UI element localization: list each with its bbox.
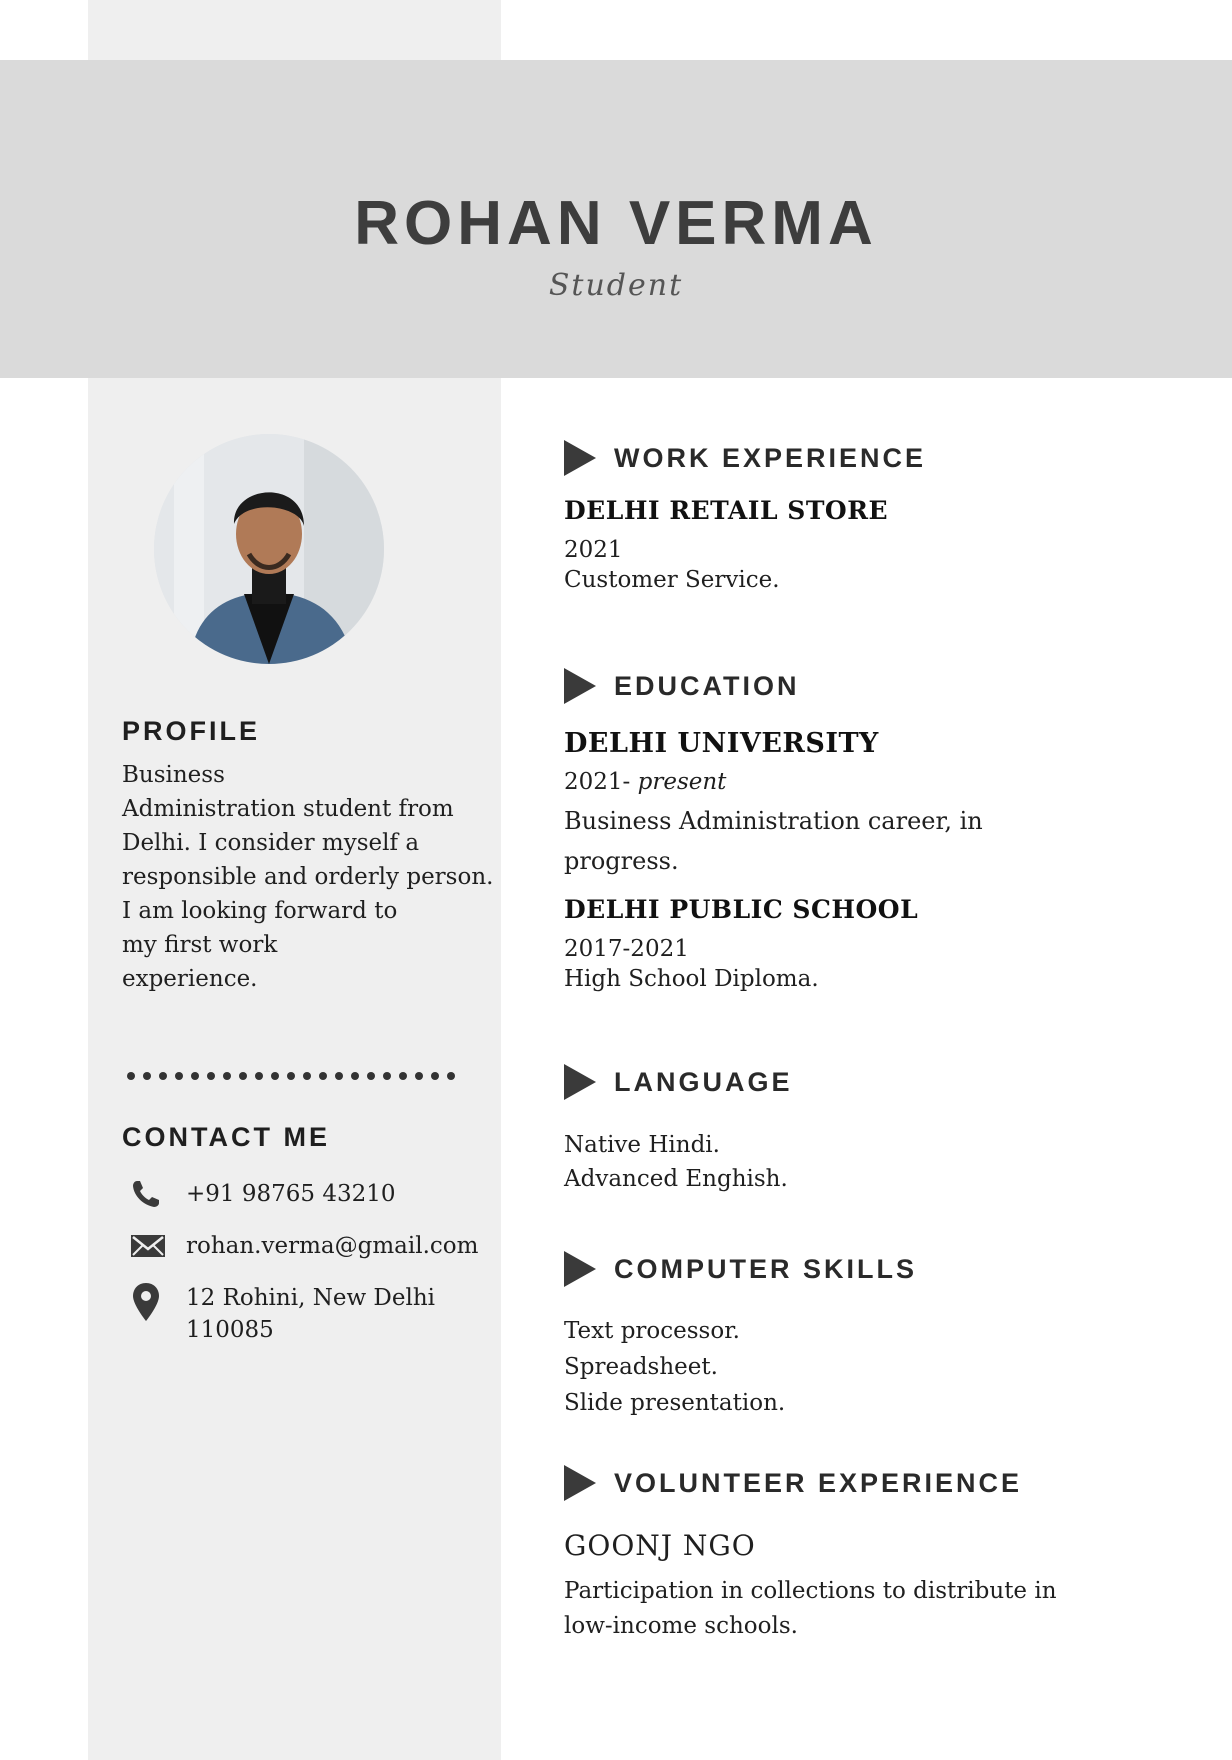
language-title bbox=[564, 1062, 1184, 1102]
volunteer-section bbox=[564, 1463, 1184, 1644]
work-experience-section bbox=[564, 438, 1184, 593]
work-experience-heading: WORK EXPERIENCE bbox=[614, 442, 927, 473]
triangle-bullet-icon bbox=[564, 1064, 596, 1100]
volunteer-heading: VOLUNTEER EXPERIENCE bbox=[614, 1467, 1023, 1498]
address-line-2: 110085 bbox=[186, 1317, 274, 1343]
resume-name: ROHAN VERMA bbox=[354, 189, 878, 258]
work-description: Customer Service. bbox=[564, 567, 780, 593]
university-years bbox=[564, 769, 1184, 795]
university-name: DELHI UNIVERSITY bbox=[564, 728, 879, 759]
profile-line: I am looking forward to bbox=[122, 898, 398, 924]
volunteer-description-line-1: Participation in collections to distribute in bbox=[564, 1578, 1057, 1604]
profile-line: Business bbox=[122, 762, 225, 788]
work-year: 2021 bbox=[564, 537, 623, 563]
volunteer-organization: GOONJ NGO bbox=[564, 1529, 756, 1562]
profile-line: experience. bbox=[122, 966, 258, 992]
triangle-bullet-icon bbox=[564, 668, 596, 704]
profile-line: responsible and orderly person. bbox=[122, 864, 494, 890]
language-item: Native Hindi. bbox=[564, 1132, 720, 1158]
contact-email bbox=[130, 1230, 479, 1262]
contact-phone bbox=[130, 1178, 396, 1210]
university-years-end: present bbox=[637, 769, 727, 795]
resume-role: Student bbox=[548, 268, 684, 303]
university-years-start: 2021- bbox=[564, 769, 638, 795]
university-description-line-1: Business Administration career, in bbox=[564, 807, 983, 835]
triangle-bullet-icon bbox=[564, 1465, 596, 1501]
education-section bbox=[564, 666, 1184, 992]
profile-line: Administration student from bbox=[122, 796, 454, 822]
dotted-divider bbox=[126, 1068, 456, 1084]
contact-address bbox=[130, 1282, 436, 1343]
location-pin-icon bbox=[130, 1282, 162, 1322]
address-line-1: 12 Rohini, New Delhi bbox=[186, 1285, 436, 1311]
language-item: Advanced Enghish. bbox=[564, 1166, 788, 1192]
work-experience-title bbox=[564, 438, 1184, 478]
computer-skills-heading: COMPUTER SKILLS bbox=[614, 1253, 918, 1284]
volunteer-description-line-2: low-income schools. bbox=[564, 1613, 798, 1639]
computer-skills-section bbox=[564, 1249, 1184, 1421]
computer-skill-item: Text processor. bbox=[564, 1318, 740, 1344]
envelope-icon bbox=[130, 1230, 166, 1262]
school-years: 2017-2021 bbox=[564, 936, 689, 962]
school-name: DELHI PUBLIC SCHOOL bbox=[564, 895, 919, 924]
triangle-bullet-icon bbox=[564, 440, 596, 476]
computer-skills-title bbox=[564, 1249, 1184, 1289]
education-heading: EDUCATION bbox=[614, 670, 800, 701]
triangle-bullet-icon bbox=[564, 1251, 596, 1287]
email-address: rohan.verma@gmail.com bbox=[186, 1233, 479, 1259]
phone-number: +91 98765 43210 bbox=[186, 1181, 396, 1207]
computer-skill-item: Spreadsheet. bbox=[564, 1354, 718, 1380]
language-heading: LANGUAGE bbox=[614, 1066, 793, 1097]
university-description-line-2: progress. bbox=[564, 847, 679, 875]
computer-skill-item: Slide presentation. bbox=[564, 1390, 786, 1416]
profile-line: Delhi. I consider myself a bbox=[122, 830, 420, 856]
profile-photo bbox=[154, 434, 384, 664]
volunteer-title bbox=[564, 1463, 1184, 1503]
profile-heading: PROFILE bbox=[122, 716, 261, 746]
profile-text bbox=[122, 758, 492, 996]
education-title bbox=[564, 666, 1184, 706]
profile-line: my first work bbox=[122, 932, 278, 958]
school-description: High School Diploma. bbox=[564, 966, 819, 992]
work-employer: DELHI RETAIL STORE bbox=[564, 496, 889, 525]
contact-heading: CONTACT ME bbox=[122, 1122, 330, 1152]
language-section bbox=[564, 1062, 1184, 1196]
phone-icon bbox=[130, 1178, 162, 1210]
